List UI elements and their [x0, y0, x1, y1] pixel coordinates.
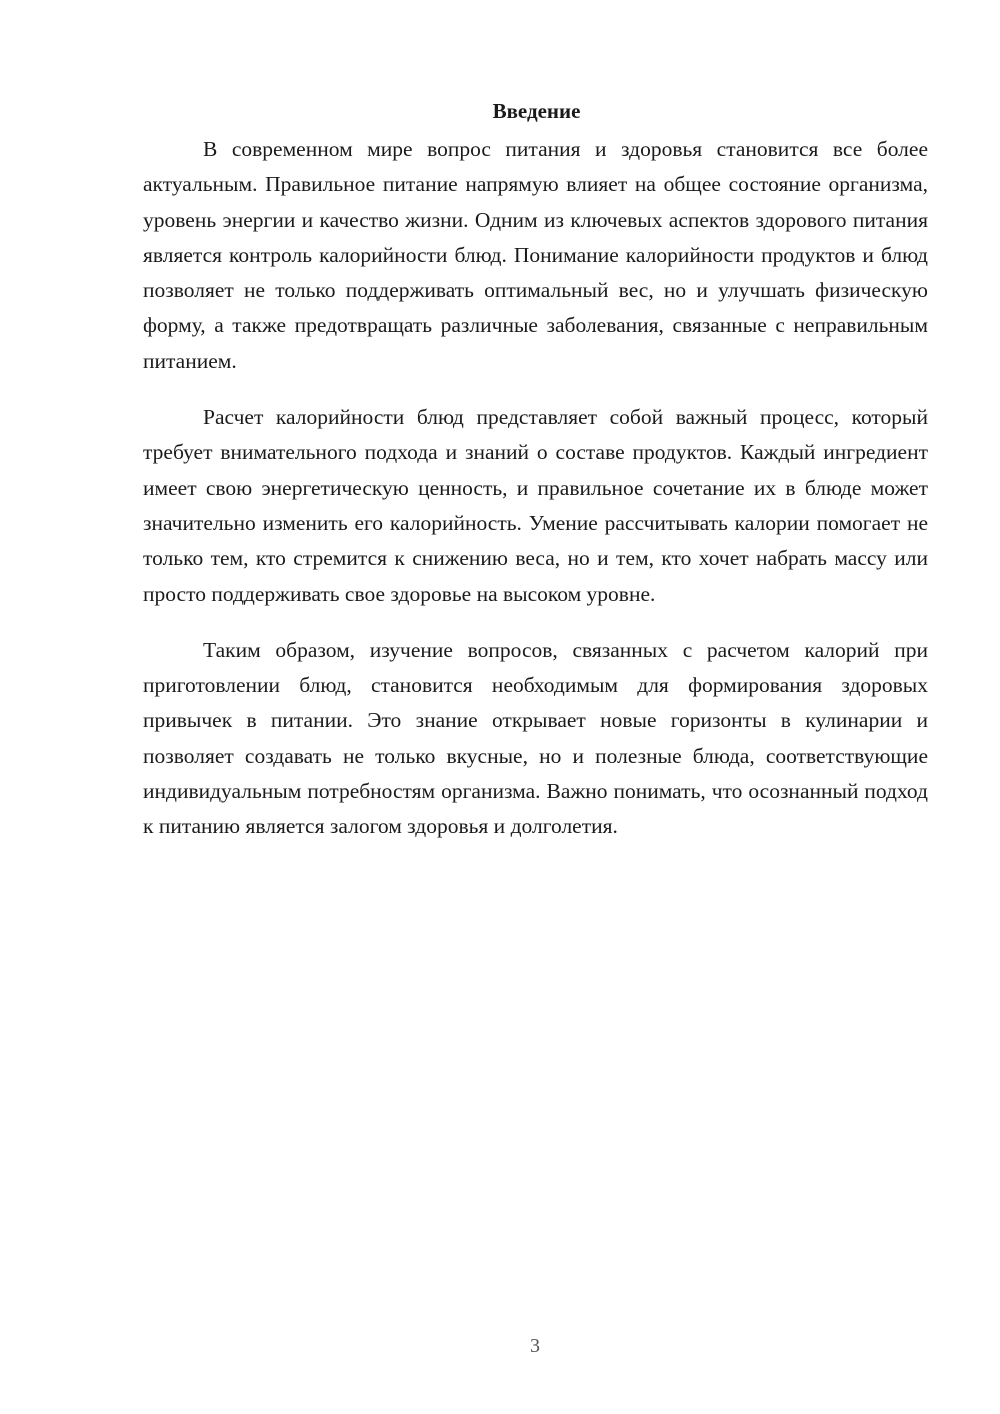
- document-body: [143, 96, 928, 866]
- paragraph-3: Таким образом, изучение вопросов, связанных с расчетом калорий при приготовлении блюд, становится необходимым для формирования здоровых привычек в питании. Это знание открывает новые горизонты в кулинарии и позволяет создавать не только вкусные, но и полезные блюда, соответствующие индивидуальным потребностям организма. Важно понимать, что осознанный подход к питанию является залогом здоровья и долголетия.: [143, 637, 928, 839]
- page-number: 3: [530, 1335, 540, 1357]
- paragraph-1: В современном мире вопрос питания и здоровья становится все более актуальным. Правильное питание напрямую влияет на общее состояние организма, уровень энергии и качество жизни. Одним из ключевых аспектов здорового питания является контроль калорийности блюд. Понимание калорийности продуктов и блюд позволяет не только поддерживать оптимальный вес, но и улучшать физическую форму, а также предотвращать различные заболевания, связанные с неправильным питанием.: [143, 137, 928, 373]
- section-title: Введение: [492, 99, 581, 123]
- paragraph-2: Расчет калорийности блюд представляет собой важный процесс, который требует внимательного подхода и знаний о составе продуктов. Каждый ингредиент имеет свою энергетическую ценность, и правильное сочетание их в блюде может значительно изменить его калорийность. Умение рассчитывать калории помогает не только тем, кто стремится к снижению веса, но и тем, кто хочет набрать массу или просто поддерживать свое здоровье на высоком уровне.: [143, 405, 928, 606]
